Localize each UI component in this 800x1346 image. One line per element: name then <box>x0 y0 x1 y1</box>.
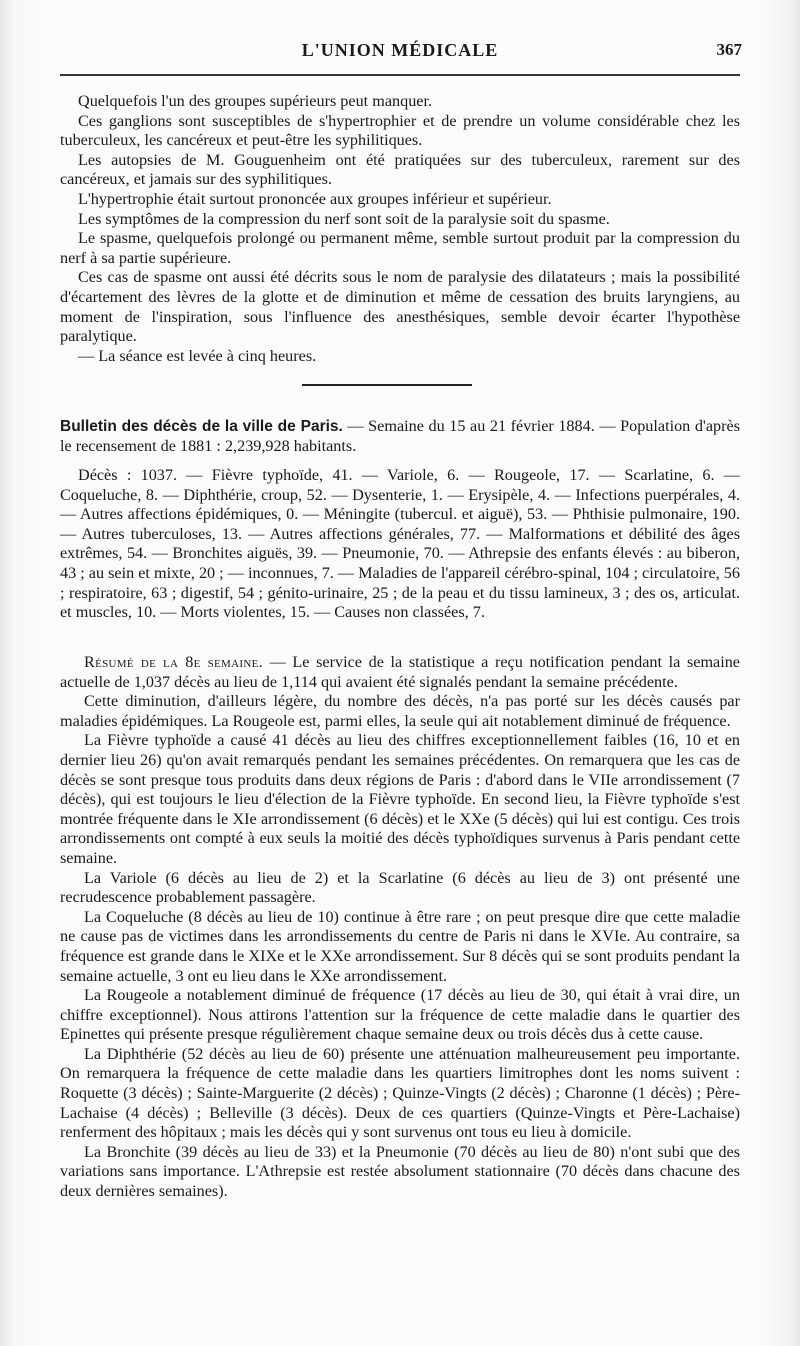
paragraph: Les symptômes de la compression du nerf sont soit de la paralysie soit du spasme. <box>78 209 610 228</box>
paragraph: Ces ganglions sont susceptibles de s'hypertrophier et de prendre un volume considérable chez les tuberculeux, les cancéreux et peut-être les syphilitiques. <box>60 111 740 150</box>
resume-intro-text: — Le service de la statistique a reçu notification pendant la semaine actuelle de 1,037 décès au lieu de 1,114 qui avaient été signalés pendant la semaine précédente. <box>60 653 740 691</box>
bulletin-subtitle: — Semaine du 15 au 21 février 1884. — Population d'après le recensement de 1881 : 2,239,928 habitants. <box>60 417 740 455</box>
paragraph: La Variole (6 décès au lieu de 2) et la Scarlatine (6 décès au lieu de 3) ont présenté une recrudescence probablement passagère. <box>60 868 740 907</box>
page-bottom-margin <box>60 1318 740 1319</box>
paragraph: Cette diminution, d'ailleurs légère, du nombre des décès, n'a pas porté sur les décès causés par maladies épidémiques. La Rougeole est, parmi elles, la seule qui ait notablement diminué de fréquence. <box>60 692 740 730</box>
paragraph: Le spasme, quelquefois prolongé ou permanent même, semble surtout produit par la compression du nerf à sa partie supérieure. <box>60 229 740 267</box>
paragraph: La Diphthérie (52 décès au lieu de 60) présente une atténuation malheureusement peu importante. On remarquera la fréquence de cette maladie dans les quartiers limitrophes dont les noms suivent : Roquette (3 décès) ; Sainte-Marguerite (2 décès) ; Quinze-Vingts (2 décès) ; Charonne (1 décès) ; Père-Lachaise (4 décès) ; Belleville (3 décès). Deux de ces quartiers (Quinze-Vingts et Père-Lachaise) renferment des hôpitaux ; mais les décès qui y sont survenus ont tous eu lieu à domicile. <box>60 1044 740 1142</box>
header-rule <box>60 74 740 76</box>
paragraph: La Coqueluche (8 décès au lieu de 10) continue à être rare ; on peut presque dire que cette maladie ne cause pas de victimes dans les arrondissements du centre de Paris ni dans le XVIe. Au contraire, sa fréquence est grande dans le XIXe et le XXe arrondissement. Sur 8 décès qui se sont produits pendant la semaine actuelle, 3 ont eu lieu dans le XXe arrondissement. <box>60 907 740 985</box>
intro-section <box>60 92 740 366</box>
paragraph: Les autopsies de M. Gouguenheim ont été pratiquées sur des tuberculeux, rarement sur des cancéreux, et jamais sur des syphilitiques. <box>60 150 740 189</box>
resume-intro <box>60 653 740 692</box>
bulletin-head-line <box>60 417 740 456</box>
paragraph: Quelquefois l'un des groupes supérieurs peut manquer. <box>78 92 433 110</box>
deces-summary <box>60 466 740 623</box>
section-separator <box>302 384 472 386</box>
paragraph: L'hypertrophie était surtout prononcée aux groupes inférieur et supérieur. <box>78 189 552 208</box>
bulletin-heading <box>60 417 740 456</box>
paragraph: La Rougeole a notablement diminué de fréquence (17 décès au lieu de 30, qui était à vrai dire, un chiffre exceptionnel). Nous attirons l'attention sur la fréquence de cette maladie dans le quartier des Epinettes qui présente presque régulièrement chaque semaine deux ou trois décès dus à cette cause. <box>60 986 740 1044</box>
deces-list: Décès : 1037. — Fièvre typhoïde, 41. — Variole, 6. — Rougeole, 17. — Scarlatine, 6. — Coqueluche, 8. — Diphthérie, croup, 52. — Dysenterie, 1. — Erysipèle, 4. — Infections puerpérales, 4. — Autres affections épidémiques, 0. — Méningite (tubercul. et aiguë), 53. — Phthisie pulmonaire, 190. — Autres tuberculoses, 13. — Autres affections générales, 77. — Malformations et débilité des âges extrêmes, 54. — Bronchites aiguës, 39. — Pneumonie, 70. — Athrepsie des enfants élevés : au biberon, 43 ; au sein et mixte, 20 ; — inconnues, 7. — Maladies de l'appareil cérébro-spinal, 104 ; circulatoire, 56 ; respiratoire, 63 ; digestif, 54 ; génito-urinaire, 25 ; de la peau et du tissu lamineux, 3 ; des os, articulat. et muscles, 10. — Morts violentes, 15. — Causes non classées, 7. <box>60 466 740 622</box>
paragraph: La Fièvre typhoïde a causé 41 décès au lieu des chiffres exceptionnellement faibles (16, 10 et en dernier lieu 26) qu'on avait remarqués pendant les semaines précédentes. On remarquera que les cas de décès se sont presque tous produits dans deux régions de Paris : d'abord dans le VIIe arrondissement (7 décès), qui est toujours le lieu d'élection de la Fièvre typhoïde. En second lieu, la Fièvre typhoïde s'est montrée fréquente dans le XIe arrondissement (6 décès) et le XXe (5 décès) qui lui est contigu. Ces trois arrondissements ont compté à eux seuls la moitié des décès typhoïdiques survenus à Paris pendant cette semaine. <box>60 731 740 867</box>
resume-section <box>60 653 740 1202</box>
bulletin-title: Bulletin des décès de la ville de Paris. <box>60 418 343 435</box>
running-title: L'UNION MÉDICALE <box>301 40 499 60</box>
page-number: 367 <box>716 40 742 59</box>
running-head <box>60 38 740 66</box>
paragraph: La Bronchite (39 décès au lieu de 33) et la Pneumonie (70 décès au lieu de 80) n'ont subi que des variations sans importance. L'Athrepsie est restée absolument stationnaire (70 décès dans chacune des deux dernières semaines). <box>60 1142 740 1201</box>
seance-closing: — La séance est levée à cinq heures. <box>78 346 317 365</box>
resume-label: Résumé de la 8e semaine. <box>84 653 263 671</box>
paragraph: Ces cas de spasme ont aussi été décrits sous le nom de paralysie des dilatateurs ; mais la possibilité d'écartement des lèvres de la glotte et de diminution et même de cessation des bruits laryngiens, au moment de l'inspiration, sous l'influence des anesthésiques, semble devoir écarter l'hypothèse paralytique. <box>60 268 740 346</box>
